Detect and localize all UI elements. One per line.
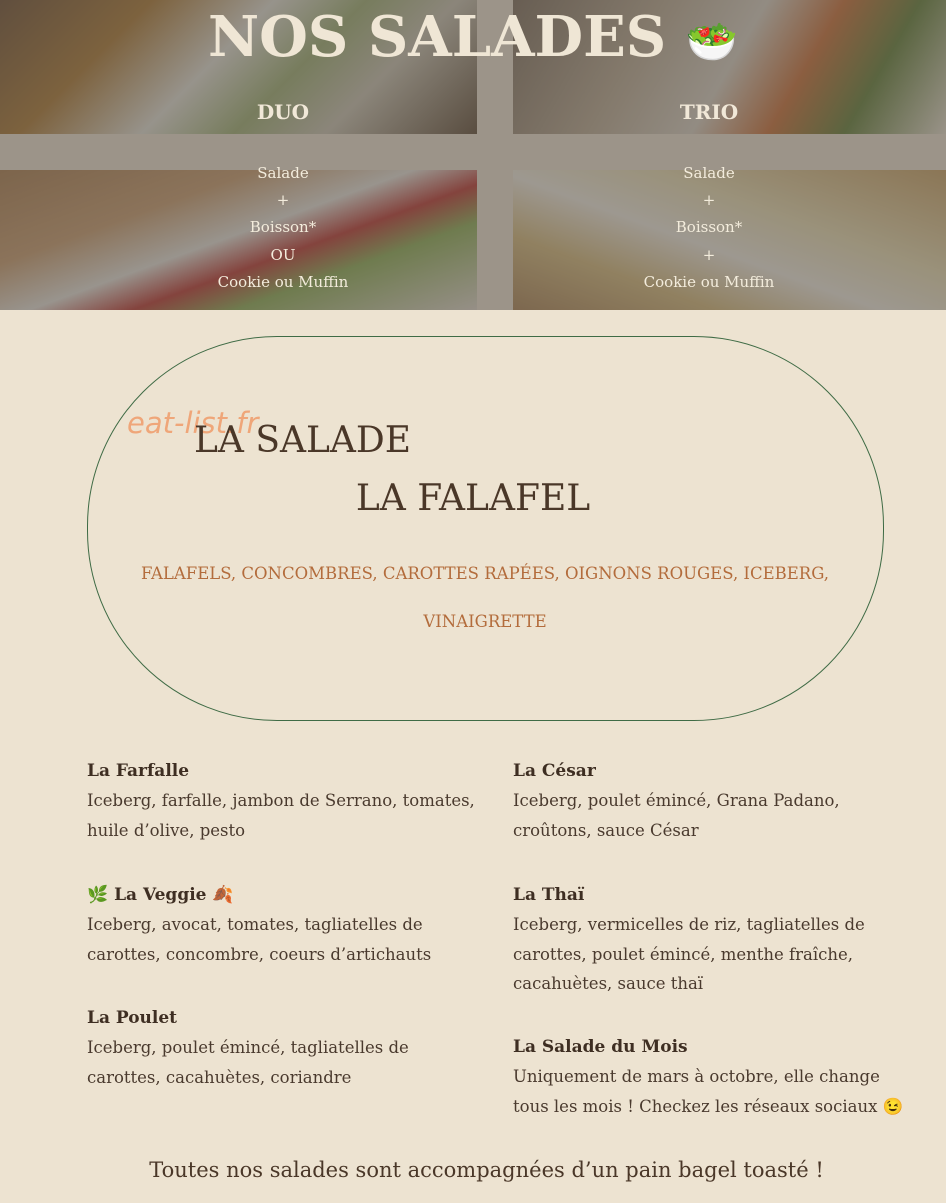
menu-item-name: La Farfalle — [87, 761, 190, 781]
menu-item-salade-du-mois — [513, 1032, 913, 1121]
watermark: eat-list.fr — [127, 406, 259, 440]
menu-item-desc: Iceberg, vermicelles de riz, tagliatelles de carottes, poulet émincé, menthe fraîche, cacahuètes, sauce thaï — [513, 915, 865, 993]
menu-item-name: La Poulet — [87, 1008, 178, 1028]
footer-note: Toutes nos salades sont accompagnées d’un pain bagel toasté ! — [149, 1158, 824, 1182]
featured-description: FALAFELS, CONCOMBRES, CAROTTES RAPÉES, OIGNONS ROUGES, ICEBERG, VINAIGRETTE — [140, 564, 830, 631]
duo-title: DUO — [256, 100, 310, 124]
duo-line: OU — [270, 245, 296, 264]
salad-bowl-icon: 🥗 — [685, 17, 739, 66]
menu-item-name: La Thaï — [513, 885, 585, 905]
menu-item-desc: Iceberg, poulet émincé, tagliatelles de carottes, cacahuètes, coriandre — [87, 1038, 409, 1087]
featured-salad-frame — [87, 336, 884, 721]
autumn-leaf-icon: 🍂 — [212, 885, 234, 905]
duo-line: Boisson* — [249, 218, 317, 237]
menu-item-name — [87, 880, 487, 910]
trio-title: TRIO — [679, 100, 739, 124]
duo-line: Salade — [257, 164, 309, 182]
duo-formula — [163, 160, 403, 296]
duo-line: Cookie ou Muffin — [217, 272, 349, 291]
trio-formula — [589, 160, 829, 296]
trio-line: Cookie ou Muffin — [643, 272, 775, 291]
menu-item-desc: Iceberg, poulet émincé, Grana Padano, croûtons, sauce César — [513, 791, 840, 840]
menu-item-poulet — [87, 1003, 487, 1092]
menu-item-cesar — [513, 756, 913, 845]
leaf-icon: 🌿 — [87, 885, 109, 905]
menu-item-desc — [513, 1062, 913, 1121]
page-title — [0, 4, 946, 70]
menu-item-veggie — [87, 880, 487, 969]
menu-item-desc: Iceberg, avocat, tomates, tagliatelles de carottes, concombre, coeurs d’artichauts — [87, 915, 432, 964]
trio-line: + — [702, 245, 716, 264]
page-title-text: NOS SALADES — [207, 4, 667, 70]
menu-item-desc-text: Uniquement de mars à octobre, elle change tous les mois ! Checkez les réseaux sociaux — [513, 1067, 880, 1116]
wink-icon: 😉 — [882, 1096, 904, 1116]
menu-item-name: La Salade du Mois — [513, 1037, 688, 1057]
featured-heading-line2: LA FALAFEL — [355, 478, 591, 519]
featured-heading-line1: LA SALADE — [194, 420, 412, 461]
trio-line: Boisson* — [675, 218, 743, 237]
duo-line: + — [276, 191, 290, 210]
menu-item-name-text: La Veggie — [114, 885, 207, 905]
menu-item-desc: Iceberg, farfalle, jambon de Serrano, tomates, huile d’olive, pesto — [87, 791, 475, 840]
menu-item-thai — [513, 880, 913, 999]
menu-item-farfalle — [87, 756, 487, 845]
hero-banner — [0, 0, 946, 310]
trio-line: Salade — [683, 164, 735, 182]
menu-item-name: La César — [513, 761, 596, 781]
trio-line: + — [702, 191, 716, 210]
